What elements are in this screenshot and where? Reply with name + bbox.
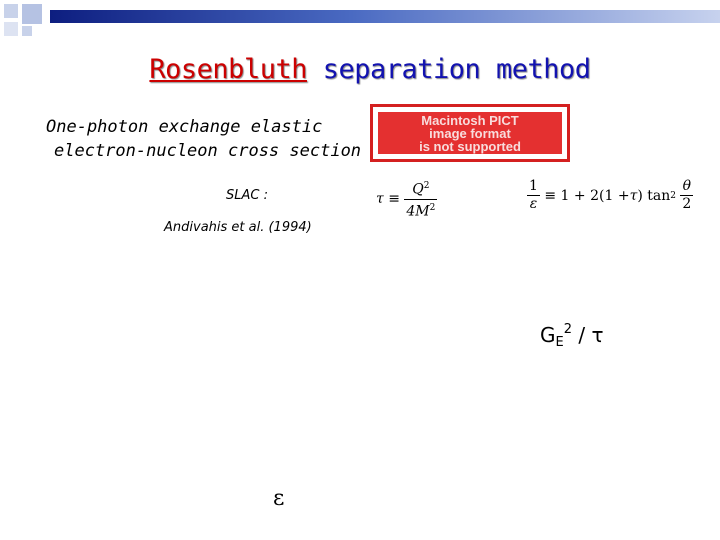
- label-superscript: 2: [563, 322, 572, 337]
- eq-denominator: 2: [682, 196, 692, 212]
- label-g: G: [540, 323, 556, 347]
- subtitle-line-2: electron-nucleon cross section: [54, 141, 362, 161]
- eq-superscript: 2: [670, 190, 676, 201]
- eq-tau: τ: [629, 187, 638, 204]
- placeholder-line: Macintosh PICT: [421, 113, 519, 128]
- eq-fraction: [404, 178, 437, 220]
- header-gradient-bar: [50, 10, 720, 23]
- subtitle-line-1: One-photon exchange elastic: [46, 117, 323, 137]
- slide-title: [0, 54, 720, 85]
- slac-label: SLAC :: [226, 188, 268, 203]
- eq-equiv: ≡: [388, 191, 400, 208]
- eq-numerator: [404, 178, 437, 200]
- eq-denominator: [404, 200, 437, 221]
- title-keyword: Rosenbluth: [149, 54, 307, 85]
- placeholder-line: image format: [429, 126, 511, 141]
- decor-square: [4, 4, 18, 18]
- placeholder-message: [378, 112, 562, 154]
- decor-square: [22, 4, 42, 24]
- eq-rhs-mid: ) tan: [637, 187, 671, 204]
- title-rest: separation method: [306, 54, 591, 85]
- eq-4m: 4M: [406, 203, 430, 220]
- decorative-header: [0, 0, 720, 40]
- epsilon-equation: [527, 178, 693, 213]
- decor-square: [4, 22, 18, 36]
- tau-equation: [376, 178, 437, 220]
- slide-subtitle: [46, 115, 361, 163]
- decor-square: [22, 26, 32, 36]
- y-axis-label: [540, 322, 604, 350]
- eq-q: Q: [412, 181, 424, 198]
- eq-numerator: θ: [680, 178, 693, 196]
- unsupported-image-placeholder: [370, 104, 570, 162]
- eq-rhs-start: ≡ 1 + 2(1 +: [544, 187, 630, 204]
- x-axis-label: ε: [273, 486, 285, 511]
- eq-tau-lhs: τ: [376, 191, 384, 208]
- eq-denominator: ε: [529, 196, 538, 212]
- eq-fraction: [680, 178, 693, 213]
- label-subscript: E: [555, 335, 564, 350]
- eq-numerator: 1: [529, 178, 538, 194]
- placeholder-line: is not supported: [419, 139, 521, 154]
- citation: Andivahis et al. (1994): [164, 220, 312, 235]
- eq-fraction: [527, 178, 540, 213]
- eq-superscript: 2: [423, 181, 430, 191]
- label-rest: / τ: [572, 323, 604, 347]
- eq-superscript: 2: [429, 202, 436, 213]
